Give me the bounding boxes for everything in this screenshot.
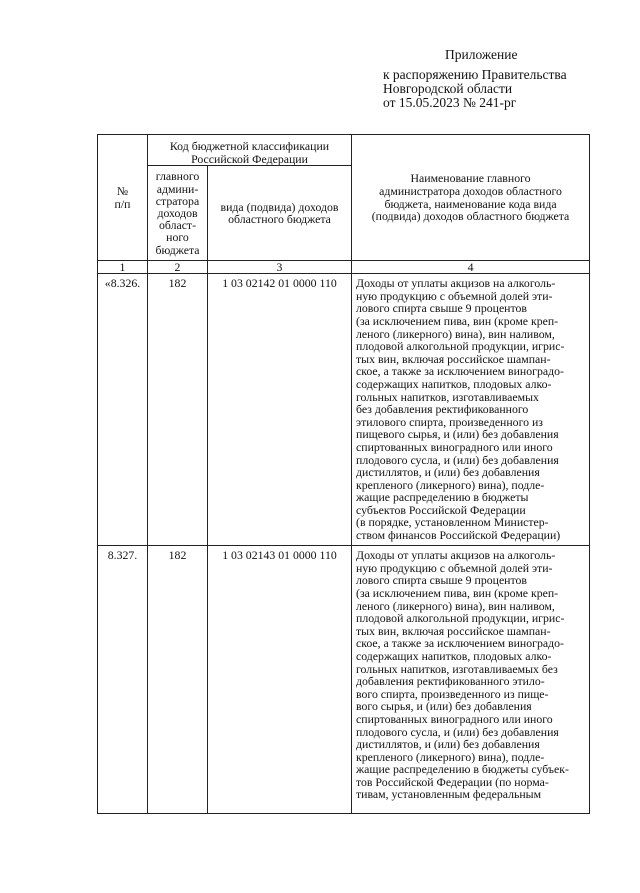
row-num: 8.327. bbox=[98, 546, 148, 814]
row-name: Доходы от уплаты акцизов на алкоголь- ную продукцию с объемной долей эти- лового спирта свыше 9 процентов (за исключением пива, вин (кроме креп- леного (ликерного) вина), вин наливом, плодовой алкогольной продукции, игрис- тых вин, включая российское шампан- ское, а также за исключением виноградо- содержащих напитков, плодовых алко- гольных напитков, изготавливаемых без добавления ректификованного этилового спирта, произведенного из пищевого сырья, и (или) без добавления спиртованных виноградного или иного плодового сусла, и (или) без добавления дистиллятов, и (или) без добавления крепленого (ликерного) вина), подле- жащие распределению в бюджеты субъектов Российской Федерации (в порядке, установленном Министер- ством финансов Российской Федерации) bbox=[352, 274, 590, 546]
budget-classification-table bbox=[97, 134, 590, 814]
header-num: № п/п bbox=[98, 135, 148, 261]
row-admin-code: 182 bbox=[148, 274, 208, 546]
row-name: Доходы от уплаты акцизов на алкоголь- ную продукцию с объемной долей эти- лового спирта свыше 9 процентов (за исключением пива, вин (кроме креп- леного (ликерного) вина), вин наливом, плодовой алкогольной продукции, игрис- тых вин, включая российское шампан- ское, а также за исключением виноградо- содержащих напитков, плодовых алко- гольных напитков, изготавливаемых без добавления ректификованного этило- вого спирта, произведенного из пище- вого сырья, и (или) без добавления спиртованных виноградного или иного плодового сусла, и (или) без добавления дистиллятов, и (или) без добавления крепленого (ликерного) вина), подле- жащие распределению в бюджеты субъек- тов Российской Федерации (по норма- тивам, установленным федеральным bbox=[352, 546, 590, 814]
appendix-title: Приложение bbox=[445, 47, 518, 62]
colnum-3: 3 bbox=[208, 261, 352, 274]
document-header bbox=[383, 48, 628, 110]
row-num: «8.326. bbox=[98, 274, 148, 546]
row-income-code: 1 03 02142 01 0000 110 bbox=[208, 274, 352, 546]
colnum-1: 1 bbox=[98, 261, 148, 274]
row-admin-code: 182 bbox=[148, 546, 208, 814]
appendix-region-line: Новгородской области bbox=[383, 81, 513, 96]
row-income-code: 1 03 02143 01 0000 110 bbox=[208, 546, 352, 814]
header-type: вида (подвида) доходов областного бюджета bbox=[208, 166, 352, 261]
header-name: Наименование главного администратора доходов областного бюджета, наименование кода вида (подвида) доходов областного бюджета bbox=[352, 135, 590, 261]
colnum-2: 2 bbox=[148, 261, 208, 274]
appendix-date-line: от 15.05.2023 № 241-рг bbox=[383, 95, 517, 110]
header-admin: главного админи- стратора доходов област- ного бюджета bbox=[148, 166, 208, 261]
appendix-ref-line: к распоряжению Правительства bbox=[383, 67, 567, 82]
table-row bbox=[98, 274, 590, 546]
colnum-4: 4 bbox=[352, 261, 590, 274]
header-code-group: Код бюджетной классификации Российской Федерации bbox=[148, 135, 352, 166]
table-row bbox=[98, 546, 590, 814]
